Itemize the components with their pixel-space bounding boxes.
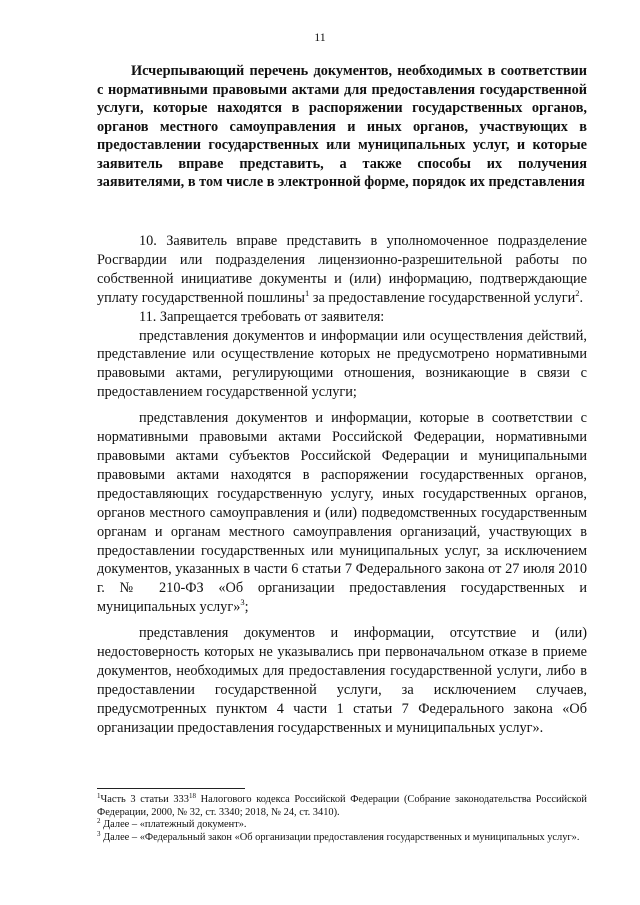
footnote-divider xyxy=(97,788,245,789)
footnote-1 xyxy=(97,794,587,819)
list-item-2-end: ; xyxy=(244,599,249,616)
list-item-2 xyxy=(97,409,587,617)
footnote-ref-3: 3 xyxy=(240,597,245,608)
paragraph-11: 11. Запрещается требовать от заявителя: xyxy=(139,308,385,325)
footnote-3 xyxy=(97,829,587,845)
footnote-3-text: Далее – «Федеральный закон «Об организации предоставления государственных и муниципальных услуг». xyxy=(100,831,580,843)
paragraph-10-text-cont: за предоставление государственной услуги xyxy=(309,289,576,306)
footnote-1-sup: 18 xyxy=(188,792,196,800)
section-heading: Исчерпывающий перечень документов, необходимых в соответствии с нормативными правовыми актами для предоставления государственной услуги, которые находятся в распоряжении государственных органов, органов местного самоуправления и иных органов, участвующих в предоставлении государственных или муниципальных услуг, и которые заявитель вправе представить, а также способы их получения заявителями, в том числе в электронной форме, порядок их представления xyxy=(97,63,587,190)
footnote-2 xyxy=(97,819,587,832)
list-item-2-text: представления документов и информации, которые в соответствии с нормативными правовыми актами Российской Федерации, нормативными правовыми актами субъектов Российской Федерации и муниципальными правовыми актами находятся в распоряжении государственных органов, предоставляющих государственную услугу, иных государственных органов, органов местного самоуправления и (или) подведомственных государственным органам и органам местного самоуправления организаций, участвующих в предоставлении государственных или муниципальных услуг, за исключением документов, указанных в части 6 статьи 7 Федерального закона от 27 июля 2010 г. № 210-ФЗ «Об организации предоставления государственных и муниципальных услуг» xyxy=(97,410,587,616)
list-item-3: представления документов и информации, отсутствие и (или) недостоверность которых не указывались при первоначальном отказе в приеме документов, необходимых для предоставления государственной услуги, либо в предоставлении государственной услуги, за исключением случаев, предусмотренных пунктом 4 части 1 статьи 7 Федерального закона «Об организации предоставления государственных и муниципальных услуг». xyxy=(97,625,587,736)
footnote-1-text: Часть 3 статьи 333 xyxy=(100,794,189,805)
paragraph-10-text: 10. Заявитель вправе представить в уполномоченное подразделение Росгвардии или подразделения лицензионно-разрешительной работы по собственной инициативе документы и (или) информацию, подтверждающие уплату государственной пошлины xyxy=(97,233,587,306)
footnote-1-mark: 1 xyxy=(97,792,101,800)
footnotes xyxy=(97,794,587,844)
footnote-3-mark: 3 xyxy=(97,829,101,838)
footnote-2-mark: 2 xyxy=(97,817,101,826)
list-item-1: представления документов и информации или осуществления действий, представление или осуществление которых не предусмотрено нормативными правовыми актами, регулирующими отношения, возникающие в связи с предоставлением государственной услуги; xyxy=(97,327,587,401)
footnote-1-text-cont: Налогового кодекса Российской Федерации (Собрание законодательства Российской Федерации, 2000, № 32, ст. 3340; 2018, № 24, ст. 3410). xyxy=(97,794,587,818)
footnote-2-text: Далее – «платежный документ». xyxy=(100,819,247,831)
paragraph-10 xyxy=(97,232,587,308)
page-number: 11 xyxy=(314,30,326,44)
footnote-ref-2: 2 xyxy=(575,287,580,298)
footnote-ref-1: 1 xyxy=(305,287,310,298)
paragraph-10-end: . xyxy=(579,289,584,306)
document-body xyxy=(97,232,587,738)
